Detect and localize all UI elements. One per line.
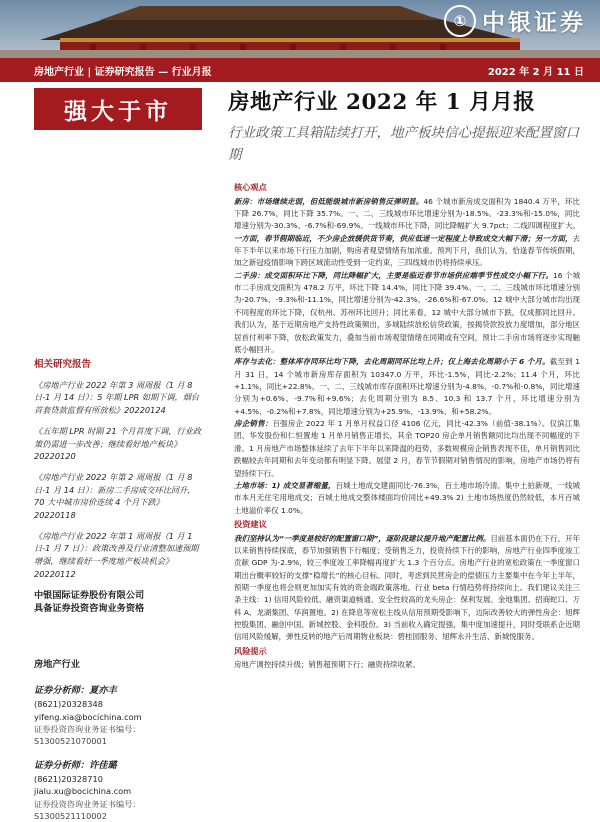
- sidebar: [34, 358, 202, 822]
- analyst-card: [34, 684, 202, 747]
- developer-sales-paragraph: [234, 418, 580, 480]
- report-date: 2022 年 2 月 11 日: [487, 66, 584, 78]
- related-report-link[interactable]: 《五年期 LPR 时隔 21 个月首度下调，行业政策仍需进一步改善；继续看好地产板块》20220120: [34, 425, 202, 462]
- related-report-link[interactable]: 《房地产行业 2022 年第 1 周周报（1 月 1 日-1 月 7 日）：政策改善及行业清整加速预期增强，继续看好一季度地产板块机会》20220112: [34, 530, 199, 579]
- land-market-text: 百城土地成交建面同比-76.3%，百土地市场冷清。集中土拍新规，一线城市本月无住宅用地成交；百城土地成交整体楼面均价同比+49.3% 2) 土地市场热度仍然较低，本月百城土地溢价率仅 1.0%。: [234, 480, 580, 515]
- second-hand-lead: 二手房：成交面积环比下降，同比降幅扩大，主要是临近春节市场供应端季节性成交小幅下行。: [234, 270, 553, 280]
- second-hand-text: 16 个城市二手房成交面积为 478.2 万平，环比下降 14.4%，同比下降 39.4%。一、二、三线城市环比增速分别为-20.7%、-9.3%和-11.1%，同比增速分别为-42.3%、-26.6%和-67.0%。12 城中大部分城市均出现不同程度的环比下降，仅杭州、苏州环比回升；同比来看，12 城中大部分城市下跌，仅成都同比回升。我们认为，基于近期房地产支持性政策频出，多城陆续放松信贷政策，按揭贷款投放力度增加，部分地区居首付利率下降，放松政策发力，叠加当前市场观望情绪在同期或有空间，预计二手房市场将逐步实现触底小幅回升。: [234, 270, 581, 354]
- info-bar: [0, 58, 600, 82]
- page-title: 房地产行业 2022 年 1 月月报: [228, 90, 536, 115]
- analyst-email[interactable]: yifeng.xia@bocichina.com: [34, 711, 142, 722]
- inventory-paragraph: [234, 356, 580, 418]
- sector-label: 房地产行业: [34, 659, 80, 671]
- land-market-lead: 土地市场：1) 成交显著缩量，: [234, 480, 336, 490]
- investment-paragraph: [234, 533, 580, 644]
- brand-logo: [444, 4, 586, 37]
- rating-badge: 强大于市: [34, 88, 202, 130]
- org-info: 中银国际证券股份有限公司 具备证券投资咨询业务资格: [34, 589, 145, 615]
- new-house-paragraph: [234, 196, 580, 270]
- boc-logo-icon: ①: [444, 5, 476, 37]
- analyst-name: 证券分析师：夏亦丰: [34, 685, 117, 697]
- page-subtitle: 行业政策工具箱陆续打开，地产板块信心提振迎来配置窗口期: [228, 125, 579, 163]
- risk-heading: 风险提示: [234, 645, 267, 656]
- analyst-license: 证券投资咨询业务证书编号：S1300521070001: [34, 723, 141, 747]
- header-banner: [0, 0, 600, 58]
- developer-sales-text: 百强房企 2022 年 1 月单月权益口径 4106 亿元，同比-42.3%（前值-38.1%）。仅滨江集团、华发股份和仁恒置地 1 月单月销售正增长，其余 TOP20 房企单月销售额同比均出现不同幅度的下滑。1 月房地产市场整体延续了去年下半年以来降温的趋势，多数规模房企销售表现不佳，单月销售同比跌幅较去年同期和去年变动都有明显下降。展望 2 月，春节节假期对销售情况的影响，房地产市场仍将有望持续下行。: [234, 419, 581, 478]
- related-report-link[interactable]: 《房地产行业 2022 年第 2 周周报（1 月 8 日-1 月 14 日）：新房二手房成交环比回升，70 大中城市房价连续 4 个月下跌》20220118: [34, 471, 196, 521]
- title-block: [228, 88, 580, 166]
- analyst-name: 证券分析师：许佳璐: [34, 760, 117, 772]
- core-heading: 核心观点: [234, 182, 267, 192]
- inventory-lead: 库存与去化：整体库存同环比均下降，去化周期同环比均上升；仅上海去化周期小于 6 个月。: [234, 357, 550, 367]
- investment-heading: 投资建议: [234, 518, 267, 529]
- new-house-lead: 新房：市场继续走弱，但低能级城市新房销售反弹明显。: [234, 196, 424, 206]
- breadcrumb: 房地产行业 | 证券研究报告 — 行业月报: [34, 66, 212, 78]
- analyst-email[interactable]: jialu.xu@bocichina.com: [34, 786, 132, 797]
- inventory-text: 截至到 1 月 31 日，14 个城市新房库存面积为 10347.0 万平，环比-1.5%，同比-2.2%；11.4 个月，环比+1.1%，同比+22.8%。一、二、三线城市库存面积环比增速分别为-4.8%、-0.7%和-0.8%，同比增速分别为+0.6%、-9.7%和+9.6%；去化周期分别为 8.5、10.3 和 13.7 个月，环比增速分别为+4.5%、-0.2%和+7.8%，同比增速分别为+25.9%、-13.9%、和+58.2%。: [234, 357, 580, 416]
- risk-text: 房地产调控持续升级；销售超预期下行；融资持续收紧。: [234, 660, 420, 670]
- related-report-link[interactable]: 《房地产行业 2022 年第 3 周周报（1 月 8 日-1 月 14 日）：5 年期 LPR 如期下调，烟台首套贷款监督有所放松》20220124: [34, 379, 200, 416]
- new-house-text: 46 个城市新房成交面积为 1840.4 万平，环比下降 26.7%，同比下降 35.7%。一、二、三线城市环比增速分别为-18.5%、-23.3%和-15.0%，同比增速分别为-30.3%、-6.7%和-69.9%。一线城市环比下降，同比降幅扩大 9.7pct；二线四调程度扩大。: [234, 196, 580, 231]
- second-hand-paragraph: [234, 270, 580, 357]
- related-reports-label: 相关研究报告: [34, 359, 92, 370]
- new-house-text-2: 去年下半年以来市场下行压力加剧，购房者观望情绪有加浓重。预判下月，我们认为，恰逢春节传统假期，加之新冠疫情影响下跨区域流动性受到一定约束，三四线城市仍将持续承压。: [234, 233, 580, 268]
- analyst-phone: (8621)20328348: [34, 699, 103, 710]
- analyst-phone: (8621)20328710: [34, 774, 103, 785]
- investment-lead: 我们坚持认为“一季度是较好的配置窗口期”，逐阶段建议提升地产配置比例。: [234, 533, 491, 543]
- brand-name: 中银证券: [482, 10, 586, 36]
- investment-text: 目前基本面仍在下行，开年以来销售持续探底，春节加强销售下行幅度；受销售乏力，投资持续下行的影响，房地产行业四季度竣工贡献 GDP 为-2.9%，较三季度竣工率降幅再度扩大 1.3 个百分点。房地产行业的宽松政策在一季度窗口期出台概率较好的支撑“稳增长”的核心目标。同时，考虑到民营房企的偿债压力主要集中在今年上半年，预期一季度也将会则更加加实有效的资金端政策落地。行业 beta 行情趋势将持续向上。我们建议关注三条主线：1) 信用风险较低、融资渠道畅通、安全性较高的龙头房企：保利发展、金地集团、招商蛇口、万科 A、龙湖集团、华润置地。2) 在降息等宽松主线从信用预期受影响下，边际改善较大的弹性房企：旭辉控股集团、融创中国、新城控股、金科股份。3) 当前收入确定提强，集中度加速提升，同时受联系企近期信用风险缓解，弹性反转的地产后周期物业板块：碧桂园服务、旭辉永升生活、新城悦服务。: [234, 533, 580, 642]
- developer-sales-lead: 房企销售：: [234, 419, 273, 429]
- new-house-lead-2: 一方面，春节假期临近，不少房企放缓供货节奏，供应低迷一定程度上导致成交大幅下滑；另一方面，: [234, 233, 573, 243]
- analyst-license: 证券投资咨询业务证书编号：S1300521110002: [34, 798, 141, 822]
- analyst-card: [34, 759, 202, 822]
- report-body: [234, 180, 580, 672]
- land-market-paragraph: [234, 480, 580, 517]
